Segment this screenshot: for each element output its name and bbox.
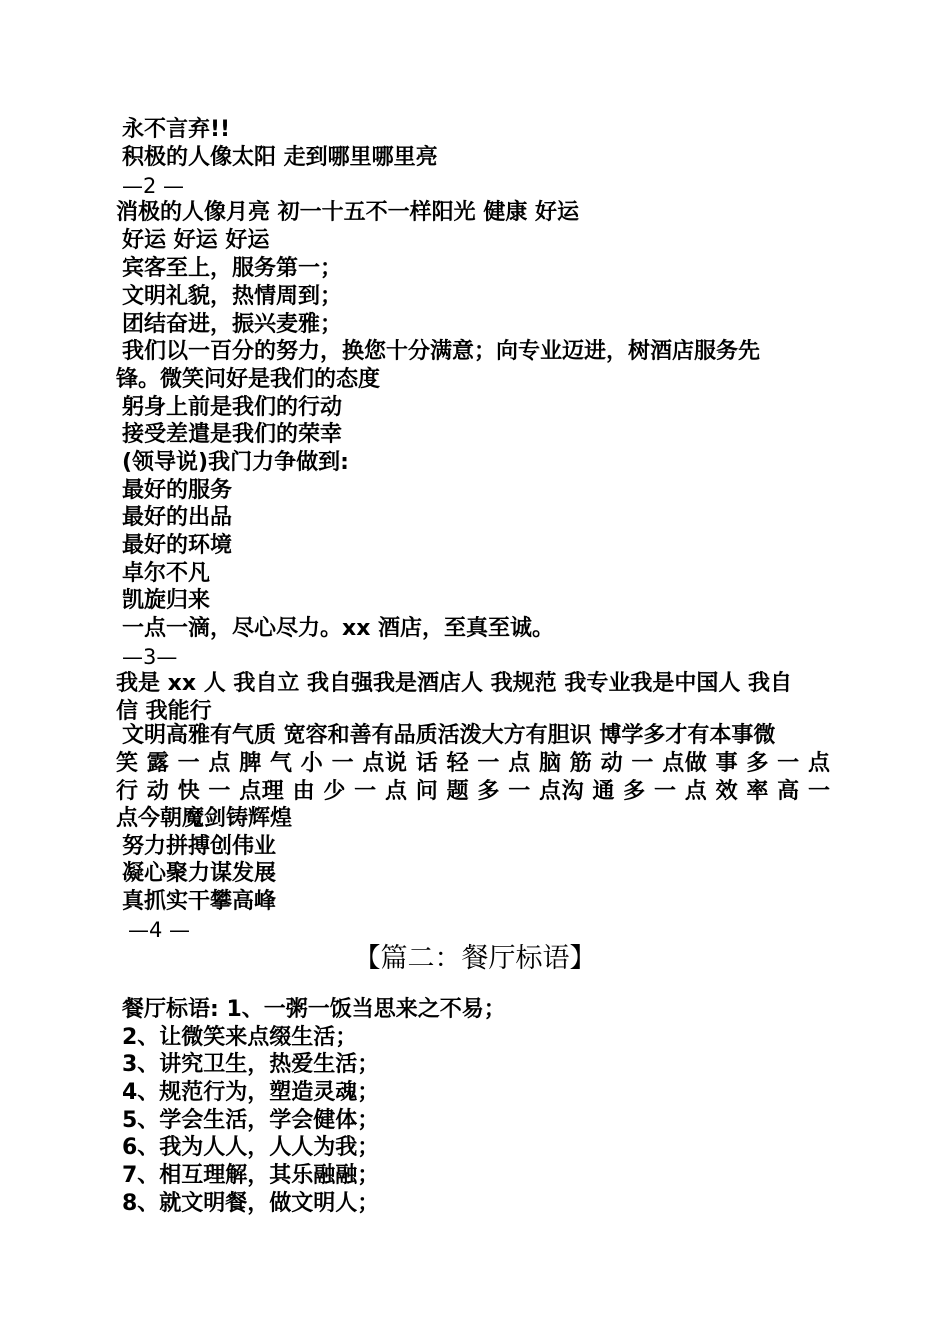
page-number: —2 — <box>122 174 185 198</box>
text-line: 信 我能行 <box>116 699 212 724</box>
text-line: 凯旋归来 <box>122 588 211 613</box>
slogan-line: 8、就文明餐，做文明人； <box>122 1191 380 1216</box>
justified-text-line: 行 动 快 一 点理 由 少 一 点 问 题 多 一 点沟 通 多 一 点 效 率 高 一 <box>116 779 830 804</box>
slogan-line: 5、学会生活，学会健体； <box>122 1108 380 1133</box>
text-line: 积极的人像太阳 走到哪里哪里亮 <box>122 145 438 170</box>
text-line: 点今朝魔剑铸辉煌 <box>116 806 293 831</box>
slogan-line: 4、规范行为，塑造灵魂； <box>122 1080 380 1105</box>
text-line: 宾客至上，服务第一； <box>122 256 343 281</box>
text-line: 躬身上前是我们的行动 <box>122 395 343 420</box>
text-line: 消极的人像月亮 初一十五不一样阳光 健康 好运 <box>116 200 579 225</box>
text-line: 卓尔不凡 <box>122 561 211 586</box>
slogan-line: 2、让微笑来点缀生活； <box>122 1025 358 1050</box>
text-line: 接受差遣是我们的荣幸 <box>122 422 343 447</box>
text-line: 一点一滴，尽心尽力。xx 酒店，至真至诚。 <box>122 616 555 641</box>
text-line: 文明礼貌，热情周到； <box>122 284 343 309</box>
text-line: 永不言弃!! <box>122 117 231 142</box>
text-line: 团结奋进，振兴麦雅； <box>122 312 343 337</box>
text-line: 最好的服务 <box>122 478 233 503</box>
text-line: 真抓实干攀高峰 <box>122 889 277 914</box>
slogan-line: 3、讲究卫生，热爱生活； <box>122 1052 380 1077</box>
text-line: 文明高雅有气质 宽容和善有品质活泼大方有胆识 博学多才有本事微 <box>122 723 776 748</box>
text-line: 我们以一百分的努力，换您十分满意；向专业迈进，树酒店服务先 <box>122 339 761 364</box>
text-line: 好运 好运 好运 <box>122 228 270 253</box>
text-line: 努力拼搏创伟业 <box>122 834 277 859</box>
text-line: 我是 xx 人 我自立 我自强我是酒店人 我规范 我专业我是中国人 我自 <box>116 671 792 696</box>
slogan-line: 7、相互理解，其乐融融； <box>122 1163 380 1188</box>
text-line: 最好的出品 <box>122 505 233 530</box>
page-number: —4 — <box>128 918 191 942</box>
text-line: (领导说)我门力争做到: <box>122 450 349 475</box>
slogan-line: 6、我为人人，人人为我； <box>122 1135 380 1160</box>
slogan-line: 餐厅标语: 1、一粥一饭当思来之不易； <box>122 997 506 1022</box>
text-line: 凝心聚力谋发展 <box>122 861 277 886</box>
section-heading: 【篇二：餐厅标语】 <box>353 943 597 974</box>
page-number: —3— <box>122 645 178 669</box>
text-line: 锋。微笑问好是我们的态度 <box>116 367 381 392</box>
text-line: 最好的环境 <box>122 533 233 558</box>
justified-text-line: 笑 露 一 点 脾 气 小 一 点说 话 轻 一 点 脑 筋 动 一 点做 事 多 一 点 <box>116 751 830 776</box>
